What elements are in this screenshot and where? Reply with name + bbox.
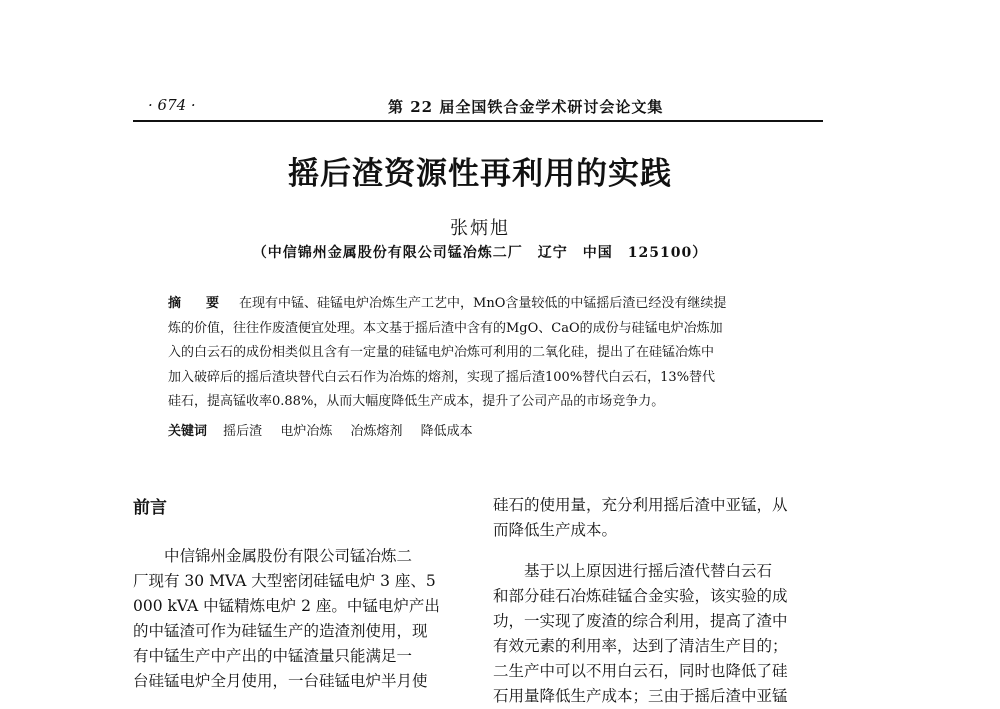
abstract-line: 加入破碎后的摇后渣块替代白云石作为冶炼的熔剂，实现了摇后渣100%替代白云石，13%替代: [168, 369, 716, 385]
abstract-line: 硅石，提高锰收率0.88%，从而大幅度降低生产成本，提升了公司产品的市场竞争力。: [168, 394, 665, 409]
abstract-line: 入的白云石的成份相类似且含有一定量的硅锰电炉冶炼可利用的二氧化硅，提出了在硅锰冶炼中: [168, 345, 715, 360]
text-line: 有中锰生产中产出的中锰渣量只能满足一: [133, 647, 413, 665]
text-line: 厂现有 30 MVA 大型密闭硅锰电炉 3 座、5: [133, 572, 436, 590]
right-column-text: [493, 493, 823, 709]
abstract-line: [168, 292, 793, 317]
journal-title: 第 22 届全国铁合金学术研讨会论文集: [388, 98, 664, 116]
abstract-label: 摘 要: [168, 296, 226, 311]
keyword: 冶炼熔剂: [350, 424, 403, 439]
left-column-text: [133, 544, 463, 694]
running-header: [133, 96, 823, 122]
keyword: 降低成本: [420, 424, 473, 439]
text-line: 台硅锰电炉全月使用，一台硅锰电炉半月使: [133, 672, 428, 690]
text-line: 功，一实现了废渣的综合利用，提高了渣中: [493, 612, 788, 630]
text-line: 硅石的使用量，充分利用摇后渣中亚锰，从: [493, 496, 788, 514]
text-line: 二生产中可以不用白云石，同时也降低了硅: [493, 662, 788, 680]
text-line: 基于以上原因进行摇后渣代替白云石: [493, 562, 773, 580]
page-number: · 674 ·: [148, 96, 196, 114]
left-column: [133, 493, 463, 694]
text-line: 000 kVA 中锰精炼电炉 2 座。中锰电炉产出: [133, 597, 440, 615]
abstract: [168, 292, 793, 415]
author-affiliation: （中信锦州金属股份有限公司锰冶炼二厂 辽宁 中国 125100）: [252, 245, 708, 261]
author-name: 张炳旭: [450, 218, 510, 239]
section-heading-preface: 前言: [133, 498, 167, 518]
text-line: 中信锦州金属股份有限公司锰冶炼二: [133, 547, 413, 565]
text-line: 而降低生产成本。: [493, 521, 618, 539]
abstract-line: 炼的价值，往往作废渣便宜处理。本文基于摇后渣中含有的MgO、CaO的成份与硅锰电炉冶炼加: [168, 320, 723, 336]
keywords-label: 关键词: [168, 424, 208, 439]
keywords: [168, 420, 793, 439]
keyword: 电炉冶炼: [280, 424, 333, 439]
paragraph-gap: [493, 543, 823, 559]
text-line: 有效元素的利用率，达到了清洁生产目的；: [493, 637, 788, 655]
text-line: 的中锰渣可作为硅锰生产的造渣剂使用，现: [133, 622, 428, 640]
text-line: 石用量降低生产成本；三由于摇后渣中亚锰: [493, 687, 788, 705]
right-column: [493, 493, 823, 709]
keyword: 摇后渣: [223, 424, 263, 439]
abstract-text: 在现有中锰、硅锰电炉冶炼生产工艺中，MnO含量较低的中锰摇后渣已经没有继续提: [239, 296, 727, 311]
text-line: 和部分硅石冶炼硅锰合金实验，该实验的成: [493, 587, 788, 605]
article-title: 摇后渣资源性再利用的实践: [288, 156, 672, 192]
